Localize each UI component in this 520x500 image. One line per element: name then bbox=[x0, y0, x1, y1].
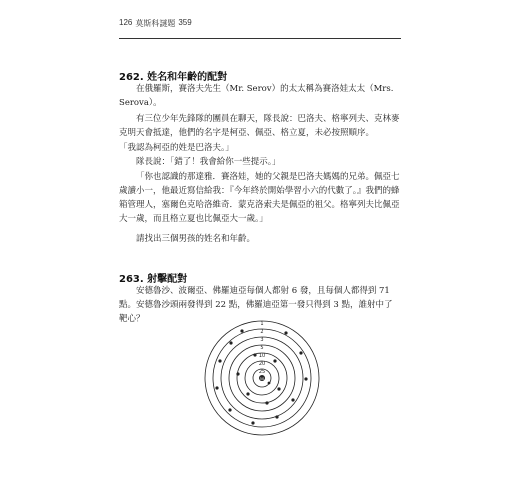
bullet-hole bbox=[218, 359, 221, 362]
puzzle-262-title: 262. 姓名和年齡的配對 bbox=[119, 72, 228, 83]
ring-score-label: 2 bbox=[260, 329, 264, 335]
bullet-hole bbox=[215, 386, 218, 389]
shooting-target-diagram bbox=[203, 319, 321, 437]
ring-score-label: 20 bbox=[258, 361, 266, 367]
bullet-hole bbox=[251, 421, 254, 424]
puzzle-263-title: 263. 射擊配對 bbox=[119, 274, 188, 285]
puzzle-262-paragraph-2: 有三位少年先鋒隊的團員在聊天，隊長說：巴洛夫、格寧列夫、克林麥克明天會抵達，他們的名字是柯亞、佩亞、格立夏，未必按照順序。 bbox=[119, 114, 400, 138]
bullet-hole bbox=[277, 387, 280, 390]
bullet-hole bbox=[229, 341, 232, 344]
bullet-hole bbox=[253, 353, 256, 356]
bullet-hole bbox=[246, 392, 249, 395]
page-number: 126 bbox=[119, 18, 133, 27]
bullet-hole bbox=[240, 329, 243, 332]
book-title: 莫斯科謎題 bbox=[135, 19, 176, 28]
ring-score-label: 1 bbox=[260, 321, 264, 327]
bullet-hole bbox=[228, 408, 231, 411]
puzzle-262-paragraph-3: 「我認為柯亞的姓是巴洛夫。」 bbox=[119, 143, 234, 153]
puzzle-262-paragraph-4: 隊長說：「錯了！我會給你一些提示。」 bbox=[136, 157, 281, 167]
page-header bbox=[119, 18, 401, 39]
ring-score-label: 25 bbox=[258, 369, 266, 375]
ring-score-label: 10 bbox=[258, 353, 266, 359]
bullet-hole bbox=[236, 372, 239, 375]
ring-score-label: 5 bbox=[260, 345, 264, 351]
bullet-hole bbox=[268, 382, 271, 385]
bullet-hole bbox=[265, 401, 268, 404]
ring-score-label: 3 bbox=[260, 337, 264, 343]
bullet-hole bbox=[275, 415, 278, 418]
bullet-hole bbox=[304, 377, 307, 380]
ring-score-label: 50 bbox=[259, 377, 265, 381]
bullet-hole bbox=[299, 351, 302, 354]
puzzle-262-paragraph-1: 在俄羅斯，賽洛夫先生（Mr. Serov）的太太稱為賽洛娃太太（Mrs. Serova）。 bbox=[119, 84, 394, 108]
book-number: 359 bbox=[178, 18, 192, 27]
bullet-hole bbox=[291, 398, 294, 401]
puzzle-263-paragraph-1: 安德魯沙、波爾亞、佛羅迪亞每個人都射 6 發，且每個人都得到 71 點。安德魯沙頭兩發得到 22 點，佛羅迪亞第一發只得到 3 點，誰射中了靶心？ bbox=[119, 286, 393, 324]
bullet-hole bbox=[273, 359, 276, 362]
puzzle-262-paragraph-5: 「你也認識的那達雅．賽洛娃，她的父親是巴洛夫媽媽的兄弟。佩亞七歲讀小一，他最近寫信給我：『今年終於開始學習小六的代數了。』我們的蜂箱管理人，塞爾色克哈洛維奇．蒙克洛索夫是佩亞的祖父。格寧列夫比佩亞大一歲，而且格立夏也比佩亞大一歲。」 bbox=[119, 172, 400, 224]
puzzle-262-paragraph-6: 請找出三個男孩的姓名和年齡。 bbox=[136, 234, 256, 244]
bullet-hole bbox=[284, 331, 287, 334]
